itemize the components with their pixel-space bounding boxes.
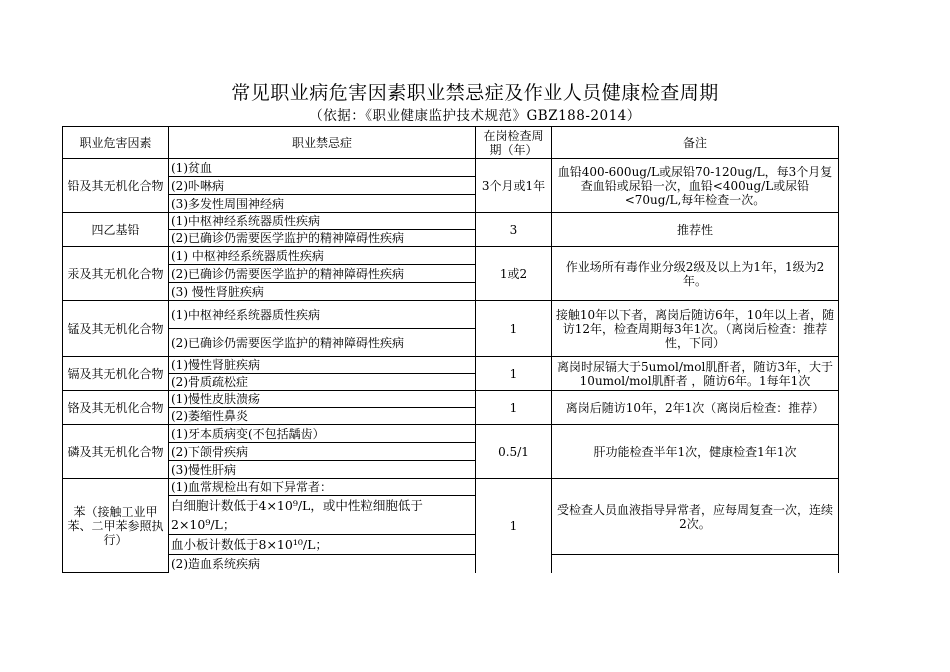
table-row [63, 391, 839, 408]
factor-cell: 镉及其无机化合物 [63, 357, 169, 391]
contraindication-cell: (1)牙本质病变(不包括龋齿） [169, 425, 476, 443]
contraindication-cell: (1)中枢神经系统器质性疾病 [169, 213, 476, 230]
header-factor: 职业危害因素 [63, 127, 169, 159]
period-cell: 0.5/1 [476, 425, 552, 479]
period-cell: 1 [476, 357, 552, 391]
contraindication-cell: (1)慢性皮肤溃疡 [169, 391, 476, 408]
contraindication-cell: (1)慢性肾脏疾病 [169, 357, 476, 374]
contraindication-cell: (2)下颌骨疾病 [169, 443, 476, 461]
period-cell: 1或2 [476, 247, 552, 301]
header-note: 备注 [552, 127, 839, 159]
contraindication-cell: (1) 中枢神经系统器质性疾病 [169, 247, 476, 265]
contraindication-cell: (2)萎缩性鼻炎 [169, 408, 476, 425]
period-cell: 1 [476, 391, 552, 425]
period-cell: 3 [476, 213, 552, 247]
note-cell: 肝功能检查半年1次，健康检查1年1次 [552, 425, 839, 479]
contraindication-cell: (2)卟啉病 [169, 177, 476, 195]
period-cell: 1 [476, 301, 552, 357]
factor-cell: 四乙基铅 [63, 213, 169, 247]
table-row [63, 301, 839, 329]
note-cell-empty [552, 555, 839, 573]
table-row [63, 425, 839, 443]
note-cell: 推荐性 [552, 213, 839, 247]
contraindication-cell: 血小板计数低于8×10¹⁰/L； [169, 535, 476, 555]
period-cell: 3个月或1年 [476, 159, 552, 213]
contraindication-cell: 白细胞计数低于4×10⁹/L，或中性粒细胞低于2×10⁹/L； [169, 496, 476, 535]
note-cell: 离岗时尿镉大于5umol/mol肌酐者，随访3年，大于10umol/mol肌酐者 ，随访6年。1每年1次 [552, 357, 839, 391]
contraindication-cell: (1)贫血 [169, 159, 476, 177]
factor-cell: 铅及其无机化合物 [63, 159, 169, 213]
table-row [63, 159, 839, 177]
header-contraindication: 职业禁忌症 [169, 127, 476, 159]
header-period: 在岗检查周期（年） [476, 127, 552, 159]
page-title: 常见职业病危害因素职业禁忌症及作业人员健康检查周期 [231, 82, 719, 104]
factor-cell: 磷及其无机化合物 [63, 425, 169, 479]
note-cell: 受检查人员血液指导异常者，应每周复查一次，连续2次。 [552, 479, 839, 555]
page-subtitle: （依据：《职业健康监护技术规范》GBZ188-2014） [309, 108, 641, 124]
period-cell: 1 [476, 479, 552, 573]
note-cell: 离岗后随访10年，2年1次（离岗后检查：推荐） [552, 391, 839, 425]
contraindication-cell: (1)中枢神经系统器质性疾病 [169, 301, 476, 329]
contraindication-cell: (2)骨质疏松症 [169, 374, 476, 391]
note-cell: 接触10年以下者，离岗后随访6年，10年以上者，随访12年，检查周期每3年1次。（离岗后检查：推荐性，下同） [552, 301, 839, 357]
note-cell: 作业场所有毒作业分级2级及以上为1年，1级为2年。 [552, 247, 839, 301]
factor-cell: 铬及其无机化合物 [63, 391, 169, 425]
contraindication-cell: (2)造血系统疾病 [169, 555, 476, 573]
table-row [63, 479, 839, 496]
contraindication-cell: (3) 慢性肾脏疾病 [169, 283, 476, 301]
table-row [63, 357, 839, 374]
factor-cell: 汞及其无机化合物 [63, 247, 169, 301]
factor-cell: 苯（接触工业甲苯、二甲苯参照执行） [63, 479, 169, 573]
contraindication-cell: (2)已确诊仍需要医学监护的精神障碍性疾病 [169, 329, 476, 357]
contraindication-cell: (1)血常规检出有如下异常者： [169, 479, 476, 496]
contraindication-cell: (3)多发性周围神经病 [169, 195, 476, 213]
contraindication-cell: (3)慢性肝病 [169, 461, 476, 479]
table-row [63, 555, 839, 573]
health-check-table [62, 126, 839, 573]
table-header-row [63, 127, 839, 159]
contraindication-cell: (2)已确诊仍需要医学监护的精神障碍性疾病 [169, 230, 476, 247]
table-row [63, 247, 839, 265]
table-row [63, 213, 839, 230]
note-cell: 血铅400-600ug/L或尿铅70-120ug/L，每3个月复查血铅或尿铅一次，血铅<400ug/L或尿铅<70ug/L,每年检查一次。 [552, 159, 839, 213]
factor-cell: 锰及其无机化合物 [63, 301, 169, 357]
contraindication-cell: (2)已确诊仍需要医学监护的精神障碍性疾病 [169, 265, 476, 283]
